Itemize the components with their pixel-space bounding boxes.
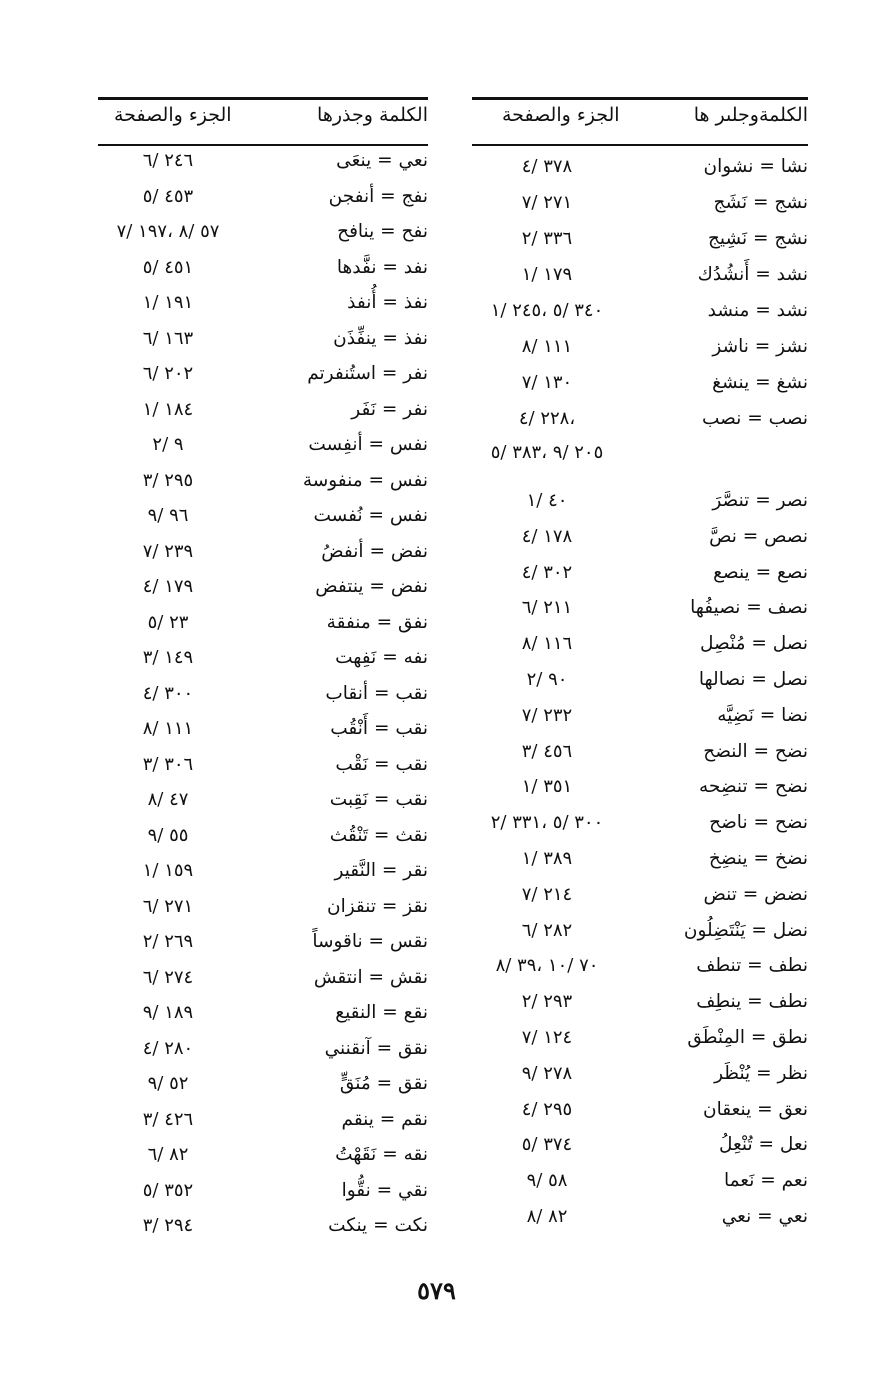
entry-location: ٣٧٤ /٥ xyxy=(521,1134,573,1156)
table-row xyxy=(98,1109,428,1143)
entry-word: نشغ = ينشغ xyxy=(712,372,808,393)
table-row xyxy=(472,300,808,334)
entry-word: نشا = نشوان xyxy=(703,156,808,177)
table-row xyxy=(472,848,808,882)
table-row xyxy=(472,597,808,631)
entry-word: نصص = نصَّ xyxy=(709,525,808,547)
entry-word: نعي = ينعَى xyxy=(336,150,428,171)
table-row xyxy=(98,1073,428,1107)
table-row xyxy=(472,336,808,370)
table-row xyxy=(98,434,428,468)
table-row xyxy=(472,776,808,810)
table-row xyxy=(472,228,808,262)
entry-word: نقي = نقُّوا xyxy=(341,1179,428,1201)
page-number: ٥٧٩ xyxy=(417,1276,456,1305)
header-word-root: الكلمةوجلىر ها xyxy=(693,104,808,126)
entry-word: نقب = أنقاب xyxy=(325,682,428,704)
entry-location: ٢٩٥ /٤ xyxy=(521,1098,573,1120)
entry-location: ٣٨٩ /١ xyxy=(521,848,573,869)
entry-word: نظر = يُنْظَر xyxy=(714,1062,808,1084)
entry-word: نضح = ناضح xyxy=(709,812,808,834)
entry-location: ١٤٩ /٣ xyxy=(142,647,194,668)
entry-word: نقق = مُنَقٍّ xyxy=(339,1073,428,1094)
table-row xyxy=(98,505,428,539)
entry-word: نفر = نَفَر xyxy=(351,398,428,420)
header-volume-page: الجزء والصفحة xyxy=(114,104,232,126)
entry-location: ٩٠ /٢ xyxy=(526,669,568,690)
entry-word: نقز = تنقزان xyxy=(326,895,428,917)
entry-word: نقب = أَنْقُب xyxy=(330,718,428,739)
entry-location: ١٧٨ /٤ xyxy=(521,525,573,547)
entry-location: ٣٧٨ /٤ xyxy=(521,156,573,177)
entry-word: نفج = أنفجن xyxy=(328,185,428,207)
entry-word: نضح = النضح xyxy=(703,740,808,762)
location-continuation: ٢٠٥ /٩ ،٣٨٣ /٥ xyxy=(490,442,604,463)
entry-location: ٣٠٢ /٤ xyxy=(521,561,573,583)
header-rule xyxy=(98,144,428,146)
entry-word: نفد = نفَّدها xyxy=(336,256,428,278)
table-row xyxy=(98,1180,428,1214)
entry-location: ٢٩٤ /٣ xyxy=(142,1215,194,1236)
entry-location: ١٩١ /١ xyxy=(142,292,194,313)
table-row xyxy=(98,612,428,646)
table-row xyxy=(472,1027,808,1061)
table-row xyxy=(98,221,428,255)
table-row xyxy=(98,825,428,859)
entry-word: نضخ = ينضِخ xyxy=(708,848,808,869)
entry-word: نفض = ينتفض xyxy=(315,576,428,597)
entry-word: نفس = أنفِست xyxy=(308,434,428,455)
entry-location: ٩ /٢ xyxy=(152,434,184,455)
table-row xyxy=(98,186,428,220)
table-row xyxy=(472,156,808,190)
table-row xyxy=(472,812,808,846)
entry-word: نشج = نَشَج xyxy=(713,192,808,213)
entry-location: ٢٧٤ /٦ xyxy=(142,966,194,988)
entry-word: نعل = تُنْعِلُ xyxy=(718,1134,808,1156)
entry-location: ١١٦ /٨ xyxy=(521,633,573,655)
entry-location: ٢٣٩ /٧ xyxy=(142,540,194,562)
table-row xyxy=(472,884,808,918)
entry-location: ٢٧١ /٧ xyxy=(521,192,573,213)
entry-word: نكت = ينكت xyxy=(328,1215,428,1236)
table-row xyxy=(472,991,808,1025)
entry-word: نطف = ينطِف xyxy=(696,991,808,1013)
table-row xyxy=(98,896,428,930)
entry-word: نفذ = أُنفذ xyxy=(347,292,428,313)
table-row xyxy=(98,683,428,717)
entry-word: نقث = تَنْقُث xyxy=(329,824,428,846)
table-row xyxy=(472,705,808,739)
entry-word: نقع = النقيع xyxy=(335,1002,428,1023)
entry-location: ٢٠٢ /٦ xyxy=(142,363,194,384)
entry-location: ٢٩٥ /٣ xyxy=(142,469,194,491)
entry-location: ٢٧٨ /٩ xyxy=(521,1062,573,1084)
entry-word: نفق = منفقة xyxy=(326,611,428,633)
table-row xyxy=(472,1099,808,1133)
entry-location: ٢٨٠ /٤ xyxy=(142,1037,194,1059)
entry-location: ٣٤٠ /٥ ،٢٤٥ /١ xyxy=(490,300,604,321)
table-row xyxy=(98,292,428,326)
entry-location: ٢١١ /٦ xyxy=(521,597,573,619)
table-row xyxy=(98,718,428,752)
header-rule xyxy=(472,144,808,146)
table-row xyxy=(98,399,428,433)
table-row xyxy=(472,955,808,989)
entry-location: ٤٥١ /٥ xyxy=(142,256,194,278)
entry-location: ٣٥٢ /٥ xyxy=(142,1179,194,1201)
table-row xyxy=(472,1063,808,1097)
entry-word: نصل = مُنْصِل xyxy=(699,633,808,655)
entry-location: ،٢٢٨ /٤ xyxy=(518,408,576,429)
table-row xyxy=(472,669,808,703)
entry-word: نضل = يَنْتَضِلُون xyxy=(683,919,808,941)
entry-location: ٧٠ /١٠ ،٣٩ /٨ xyxy=(495,955,599,977)
entry-location: ١٣٠ /٧ xyxy=(521,372,573,393)
entry-location: ٣٣٦ /٢ xyxy=(521,228,573,249)
entry-word: نعق = ينعقان xyxy=(702,1098,808,1120)
entry-location: ٣٥١ /١ xyxy=(521,776,573,798)
entry-location: ١٦٣ /٦ xyxy=(142,327,194,349)
table-row xyxy=(472,920,808,954)
entry-word: نقب = نَقِبت xyxy=(329,789,428,810)
header-word-root: الكلمة وجذرها xyxy=(317,104,428,126)
table-row xyxy=(472,526,808,560)
entry-word: نفذ = ينفِّذَن xyxy=(333,327,428,349)
entry-word: نطق = المِنْطَق xyxy=(687,1027,808,1048)
top-rule xyxy=(98,97,428,100)
entry-word: نفس = نُفست xyxy=(313,505,428,526)
table-row xyxy=(98,541,428,575)
table-row xyxy=(98,860,428,894)
entry-location: ٣٠٦ /٣ xyxy=(142,753,194,775)
entry-word: نقب = نَقْب xyxy=(335,753,428,775)
entry-location: ٢٣ /٥ xyxy=(147,611,189,633)
entry-word: نعي = نعي xyxy=(721,1206,808,1227)
entry-location: ٢٧١ /٦ xyxy=(142,895,194,917)
table-row xyxy=(98,967,428,1001)
entry-location: ١٨٤ /١ xyxy=(142,398,194,420)
entry-location: ٢٤٦ /٦ xyxy=(142,150,194,171)
table-row xyxy=(472,372,808,406)
entry-word: نقش = انتقش xyxy=(313,966,428,988)
table-row xyxy=(98,754,428,788)
entry-location: ٢١٤ /٧ xyxy=(521,883,573,905)
entry-location: ٥٨ /٩ xyxy=(526,1170,568,1192)
table-row xyxy=(98,576,428,610)
entry-location: ١٥٩ /١ xyxy=(142,860,194,881)
entry-location: ٢٣٢ /٧ xyxy=(521,704,573,726)
table-row xyxy=(98,647,428,681)
entry-location: ٢٦٩ /٢ xyxy=(142,931,194,952)
entry-word: نضض = تنض xyxy=(703,883,808,905)
entry-word: نصف = نصيفُها xyxy=(690,597,808,619)
entry-word: نقم = ينقم xyxy=(341,1108,428,1130)
table-row xyxy=(472,633,808,667)
header-volume-page: الجزء والصفحة xyxy=(502,104,620,126)
table-row xyxy=(98,1215,428,1249)
table-row xyxy=(472,490,808,524)
table-row xyxy=(472,1170,808,1204)
table-row xyxy=(472,264,808,298)
table-row xyxy=(98,1038,428,1072)
entry-word: نضا = نَضِيَّه xyxy=(717,704,808,726)
entry-location: ٢٨٢ /٦ xyxy=(521,919,573,941)
entry-location: ٤٥٦ /٣ xyxy=(521,740,573,762)
entry-word: نقه = نَقَهْتُ xyxy=(335,1144,428,1165)
entry-word: نقق = آنقنني xyxy=(324,1037,428,1059)
table-row xyxy=(98,328,428,362)
table-row xyxy=(98,363,428,397)
entry-word: نفس = منفوسة xyxy=(302,469,428,491)
entry-word: نشد = منشد xyxy=(707,300,808,321)
entry-location: ١١١ /٨ xyxy=(521,336,573,357)
table-row xyxy=(98,150,428,184)
entry-location: ٢٩٣ /٢ xyxy=(521,991,573,1013)
entry-word: نقس = ناقوساً xyxy=(312,931,428,952)
entry-word: نفر = استُنفرتم xyxy=(307,363,428,384)
entry-word: نفه = نَفِهت xyxy=(335,647,428,668)
entry-word: نشز = ناشز xyxy=(712,336,808,357)
table-row xyxy=(472,1134,808,1168)
table-row xyxy=(472,741,808,775)
table-row xyxy=(98,931,428,965)
entry-location: ١٢٤ /٧ xyxy=(521,1027,573,1048)
table-row xyxy=(98,470,428,504)
entry-location: ٣٠٠ /٤ xyxy=(142,682,194,704)
entry-location: ٤٠ /١ xyxy=(526,490,568,511)
entry-location: ٥٥ /٩ xyxy=(147,824,189,846)
entry-word: نشد = أَنشُدُك xyxy=(697,264,808,285)
entry-word: نصل = نصالها xyxy=(698,669,808,690)
entry-location: ٤٧ /٨ xyxy=(147,789,189,810)
table-row xyxy=(98,789,428,823)
entry-location: ٨٢ /٨ xyxy=(526,1206,568,1227)
entry-location: ٥٢ /٩ xyxy=(147,1073,189,1094)
entry-word: نضح = تنضِحه xyxy=(698,776,808,798)
table-row xyxy=(472,192,808,226)
entry-word: نفح = ينافح xyxy=(337,221,428,242)
entry-word: نصر = تنصَّرَ xyxy=(712,490,808,511)
entry-location: ١٧٩ /١ xyxy=(521,264,573,285)
entry-location: ٥٧ /٨ ،١٩٧ /٧ xyxy=(116,221,220,242)
entry-word: نصع = ينصع xyxy=(713,561,808,583)
top-rule xyxy=(472,97,808,100)
entry-word: نشج = نَشِيج xyxy=(707,228,808,249)
table-row xyxy=(98,1002,428,1036)
entry-word: نطف = تنطف xyxy=(696,955,808,977)
entry-location: ١١١ /٨ xyxy=(142,718,194,739)
entry-location: ٨٢ /٦ xyxy=(147,1144,189,1165)
entry-location: ٩٦ /٩ xyxy=(147,505,189,526)
entry-word: نصب = نصب xyxy=(702,408,808,429)
entry-location: ٣٠٠ /٥ ،٣٣١ /٢ xyxy=(490,812,604,834)
entry-location: ٤٥٣ /٥ xyxy=(142,185,194,207)
entry-location: ١٧٩ /٤ xyxy=(142,576,194,597)
entry-word: نعم = نَعما xyxy=(723,1170,808,1192)
table-row xyxy=(98,257,428,291)
entry-word: نقر = النَّقير xyxy=(334,860,428,881)
table-row xyxy=(98,1144,428,1178)
entry-location: ٤٢٦ /٣ xyxy=(142,1108,194,1130)
table-row xyxy=(472,562,808,596)
table-row xyxy=(472,1206,808,1240)
entry-location: ١٨٩ /٩ xyxy=(142,1002,194,1023)
entry-word: نفض = أنفضُ xyxy=(321,540,428,562)
table-row xyxy=(472,408,808,442)
